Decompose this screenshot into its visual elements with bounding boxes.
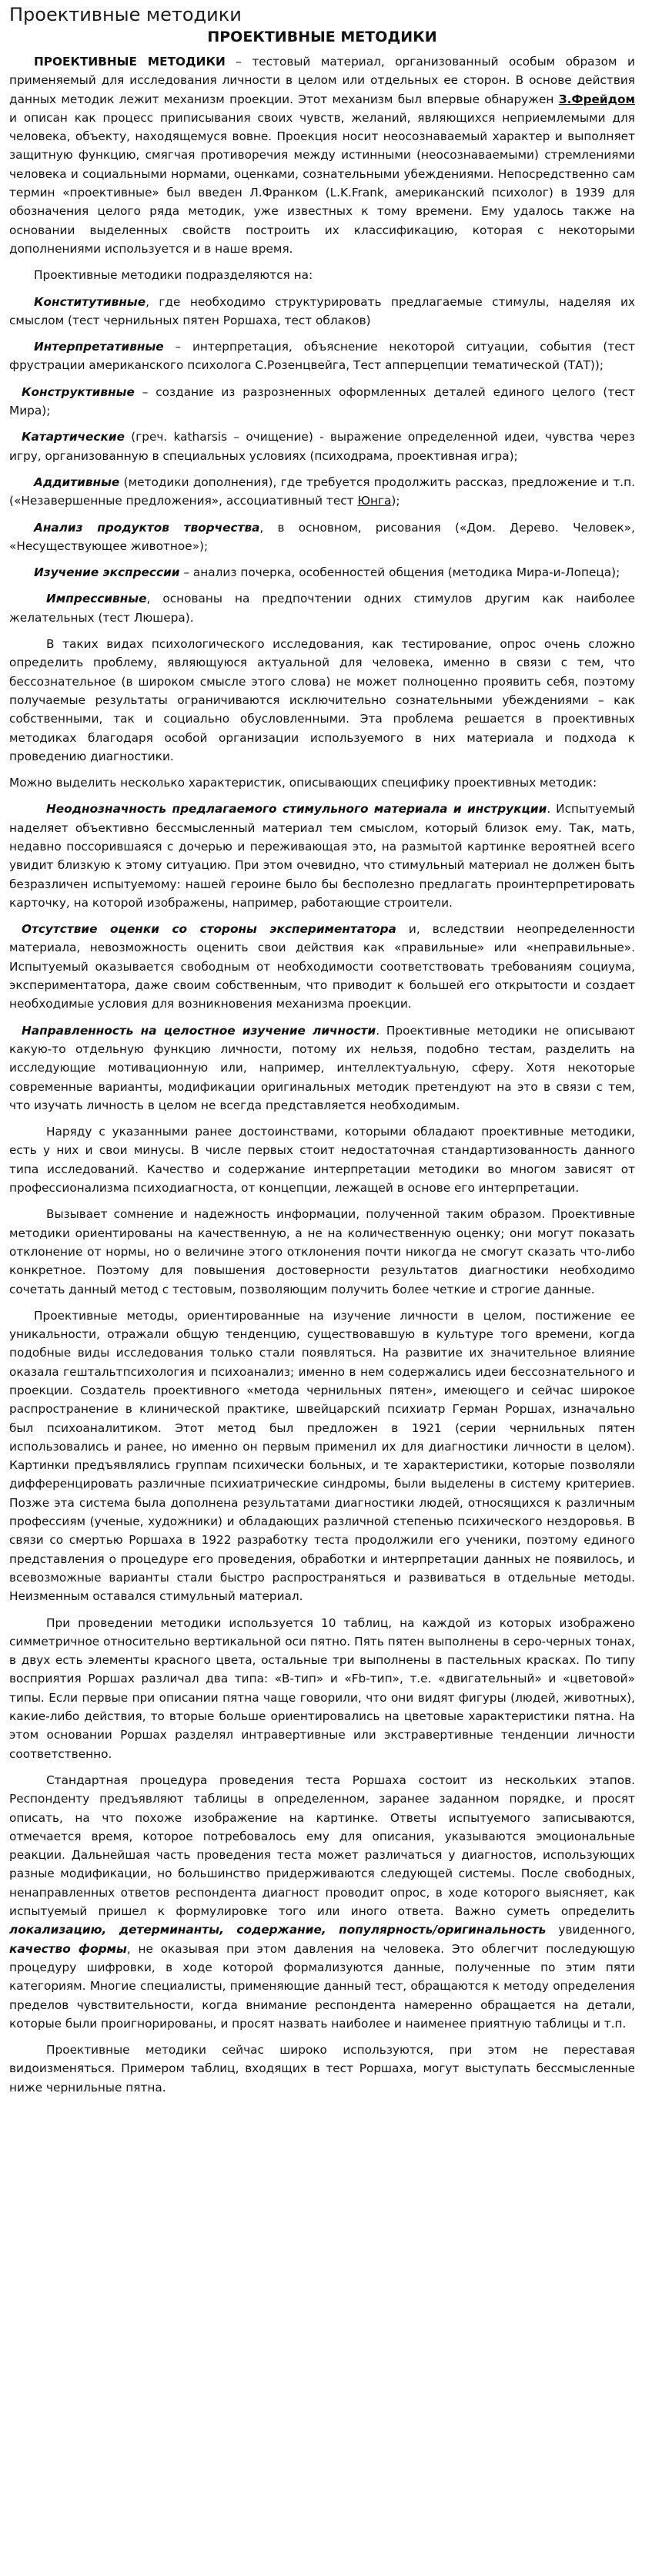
type-expression-study: Изучение экспрессии – анализ почерка, особенностей общения (методика Мира-и-Лопеца); bbox=[34, 565, 620, 580]
term-projective-methods: ПРОЕКТИВНЫЕ МЕТОДИКИ bbox=[34, 55, 226, 69]
type-interpretative: Интерпретативные – интерпретация, объяснение некоторой ситуации, события (тест фрустрации американского психолога С.Розенцвейга, Тест апперцепции тематической (ТАТ)); bbox=[9, 340, 635, 373]
jung-link[interactable]: Юнга bbox=[357, 494, 392, 508]
paragraph-history: Проективные методы, ориентированные на изучение личности в целом, постижение ее уникальности, отражали общую тенденцию, существовавшую в культуре того времени, когда подобные виды исследования только стали появляться. На развитие их значительное влияние оказала гештальтпсихология и психоанализ; именно в нем содержались идеи бессознательного и проекции. Создатель проективного «метода чернильных пятен», имеющего и сейчас широкое распространение в клинической практике, швейцарский психиатр Герман Роршах, изначально был психоаналитиком. Этот метод был предложен в 1921 (серии чернильных пятен использовались и ранее, но именно он первым применил их для диагностики личности в целом). Картинки предъявлялись группам психически больных, и те характеристики, которые позволяли дифференцировать различные психиатрические синдромы, были выделены в систему критериев. Позже эта система была дополнена результатами диагностики людей, относящихся к различным профессиям (ученые, художники) и обладающих различной степенью психического нездоровья. В связи со смертью Роршаха в 1922 разработку теста продолжили его ученики, поэтому единого представления о процедуре его проведения, обработки и интерпретации данных не появилось, и всевозможные варианты стали быстро распространяться и развиваться в отдельные методы. Неизменным оставался стимульный материал. bbox=[9, 1308, 635, 1604]
type-cathartic: Катартические (греч. katharsis – очищение) - выражение определенной идеи, чувства через игру, организованную в специальных условиях (психодрама, проективная игра); bbox=[9, 430, 635, 463]
type-impressive: Импрессивные, основаны на предпочтении одних стимулов другим как наиболее желательных (тест Люшера). bbox=[9, 592, 635, 625]
page-title: Проективные методики bbox=[9, 4, 242, 25]
type-additive: Аддитивные (методики дополнения), где требуется продолжить рассказ, предложение и т.п. («Незавершенные предложения», ассоциативный тест Юнга); bbox=[9, 475, 635, 508]
intro-paragraph: ПРОЕКТИВНЫЕ МЕТОДИКИ – тестовый материал, организованный особым образом и применяемый для исследования личности в целом или отдельных ее сторон. В основе действия данных методик лежит механизм проекции. Этот механизм был впервые обнаружен З.Фрейдом и описан как процесс приписывания своих чувств, желаний, являющихся неприемлемыми для человека, объекту, находящемуся вовне. Проекция носит неосознаваемый характер и выполняет защитную функцию, смягчая противоречия между истинными (неосознаваемыми) стремлениями человека и социальными нормами, оценками, сознательными убеждениями. Непосредственно сам термин «проективные» был введен Л.Франком (L.K.Frank, американский психолог) в 1939 для обозначения целого ряда методик, уже известных к тому времени. Ему удалось также на основании выделенных свойств построить их классификацию, которая с некоторыми дополнениями используется и в наше время. bbox=[9, 55, 635, 256]
type-creativity-analysis: Анализ продуктов творчества, в основном, рисования («Дом. Дерево. Человек», «Несуществующее животное»); bbox=[9, 520, 635, 553]
paragraph-procedure: Стандартная процедура проведения теста Роршаха состоит из нескольких этапов. Респонденту предъявляют таблицы в определенном, заранее заданном порядке, и просят описать, на что похоже изображение на картинке. Ответы испытуемого записываются, отмечается время, которое потребовалось ему для описания, указываются эмоциональные реакции. Дальнейшая часть проведения теста может различаться у диагностов, использующих разные модификации, но большинство придерживаются следующей системы. После свободных, ненаправленных ответов респондента диагност проводит опрос, в ходе которого выясняет, как испытуемый пришел к формулировке того или иного ответа. Важно суметь определить локализацию, детерминанты, содержание, популярность/оригинальность увиденного, качество формы, не оказывая при этом давления на человека. Это облегчит последующую процедуру шифровки, в ходе которой формализуются данные, полученные по этим пяти категориям. Многие специалисты, применяющие данный тест, обращаются к методу определения пределов чувствительности, когда внимание респондента намеренно обращается на детали, которые были проигнорированы, и просят назвать наиболее и наименее приятную таблицы и т.п. bbox=[9, 1773, 636, 2031]
type-constitutive: Конститутивные, где необходимо структурировать предлагаемые стимулы, наделяя их смыслом (тест чернильных пятен Роршаха, тест облаков) bbox=[9, 294, 635, 327]
paragraph-reliability: Вызывает сомнение и надежность информации, полученной таким образом. Проективные методики ориентированы на качественную, а не на количественную оценку; они могут показать отклонение от нормы, но о величине этого отклонения почти никогда не смогут сказать что-либо конкретное. Поэтому для повышения достоверности результатов диагностики необходимо сочетать данный метод с тестовым, позволяющим получить более четкие и строгие данные. bbox=[9, 1207, 635, 1296]
paragraph-minuses: Наряду с указанными ранее достоинствами, которыми обладают проективные методики, есть у них и свои минусы. В числе первых стоит недостаточная стандартизованность данного типа исследований. Качество и содержание интерпретации методики во многом зависят от профессионализма психодиагноста, от концепции, лежащей в основе его интерпретации. bbox=[9, 1125, 635, 1196]
char-no-evaluation: Отсутствие оценки со стороны экспериментатора и, вследствии неопределенности материала, невозможность оценить свои действия как «правильные» или «неправильные». Испытуемый оказывается свободным от необходимости соответствовать требованиям социума, экспериментатора, даже своим собственным, что приводит к большей его открытости и создает необходимые условия для возникновения механизма проекции. bbox=[9, 922, 635, 1011]
classification-intro: Проективные методики подразделяются на: bbox=[34, 268, 313, 283]
paragraph-tables: При проведении методики используется 10 таблиц, на каждой из которых изображено симметричное относительно вертикальной оси пятно. Пять пятен выполнены в серо-черных тонах, в двух есть элементы красного цвета, остальные три выполнены в пастельных красках. По типу восприятия Роршах различал два типа: «В-тип» и «Fb-тип», т.е. «двигательный» и «цветовой» типы. Если первые при описании пятна чаще говорили, что они видят фигуры (людей, животных), какие-либо действия, то вторые больше ориентировались на цветовые характеристики пятна. На этом основании Роршах разделял интравертивные или экстравертивные тенденции личности соответственно. bbox=[9, 1615, 635, 1761]
char-holistic: Направленность на целостное изучение личности. Проективные методики не описывают какую-то отдельную функцию личности, потому их нельзя, подобно тестам, разделить на исследующие мотивационную или, например, интеллектуальную, сферу. Хотя некоторые современные варианты, модификации оригинальных методик претендуют на это в связи с тем, что изучать личность в целом не всегда представляется необходимым. bbox=[9, 1023, 635, 1112]
type-constructive: Конструктивные – создание из разрозненных оформленных деталей единого целого (тест Мира); bbox=[9, 384, 635, 418]
freud-link[interactable]: З.Фрейдом bbox=[558, 92, 635, 106]
paragraph-unconscious: В таких видах психологического исследования, как тестирование, опрос очень сложно определить проблему, являющуюся актуальной для человека, именно в связи с тем, что бессознательное (в широком смысле этого слова) не может полноценно проявить себя, поэтому получаемые результаты ограничиваются исключительно сознательными убеждениями – как собственными, так и социально обусловленными. Эта проблема решается в проективных методиках благодаря особой организации используемого в них материала и подхода к проведению диагностики. bbox=[9, 637, 635, 763]
char-ambiguity: Неоднозначность предлагаемого стимульного материала и инструкции. Испытуемый наделяет объективно бессмысленный материал тем смыслом, который близок ему. Так, мать, недавно поссорившаяся с дочерью и переживающая это, на размытой картинке вероятней всего увидит близкую к этому ситуацию. При этом очевидно, что стимульный материал не должен быть безразличен испытуемому: нашей героине было бы бесполезно предлагать проинтерпретировать карточку, на которой изображены, например, работающие строители. bbox=[9, 802, 635, 910]
paragraph-conclusion: Проективные методики сейчас широко используются, при этом не переставая видоизменяться. Примером таблиц, входящих в тест Роршаха, могут выступать бессмысленные ниже чернильные пятна. bbox=[9, 2043, 635, 2095]
article-heading: ПРОЕКТИВНЫЕ МЕТОДИКИ bbox=[207, 29, 437, 45]
characteristics-intro: Можно выделить несколько характеристик, описывающих специфику проективных методик: bbox=[9, 776, 597, 790]
